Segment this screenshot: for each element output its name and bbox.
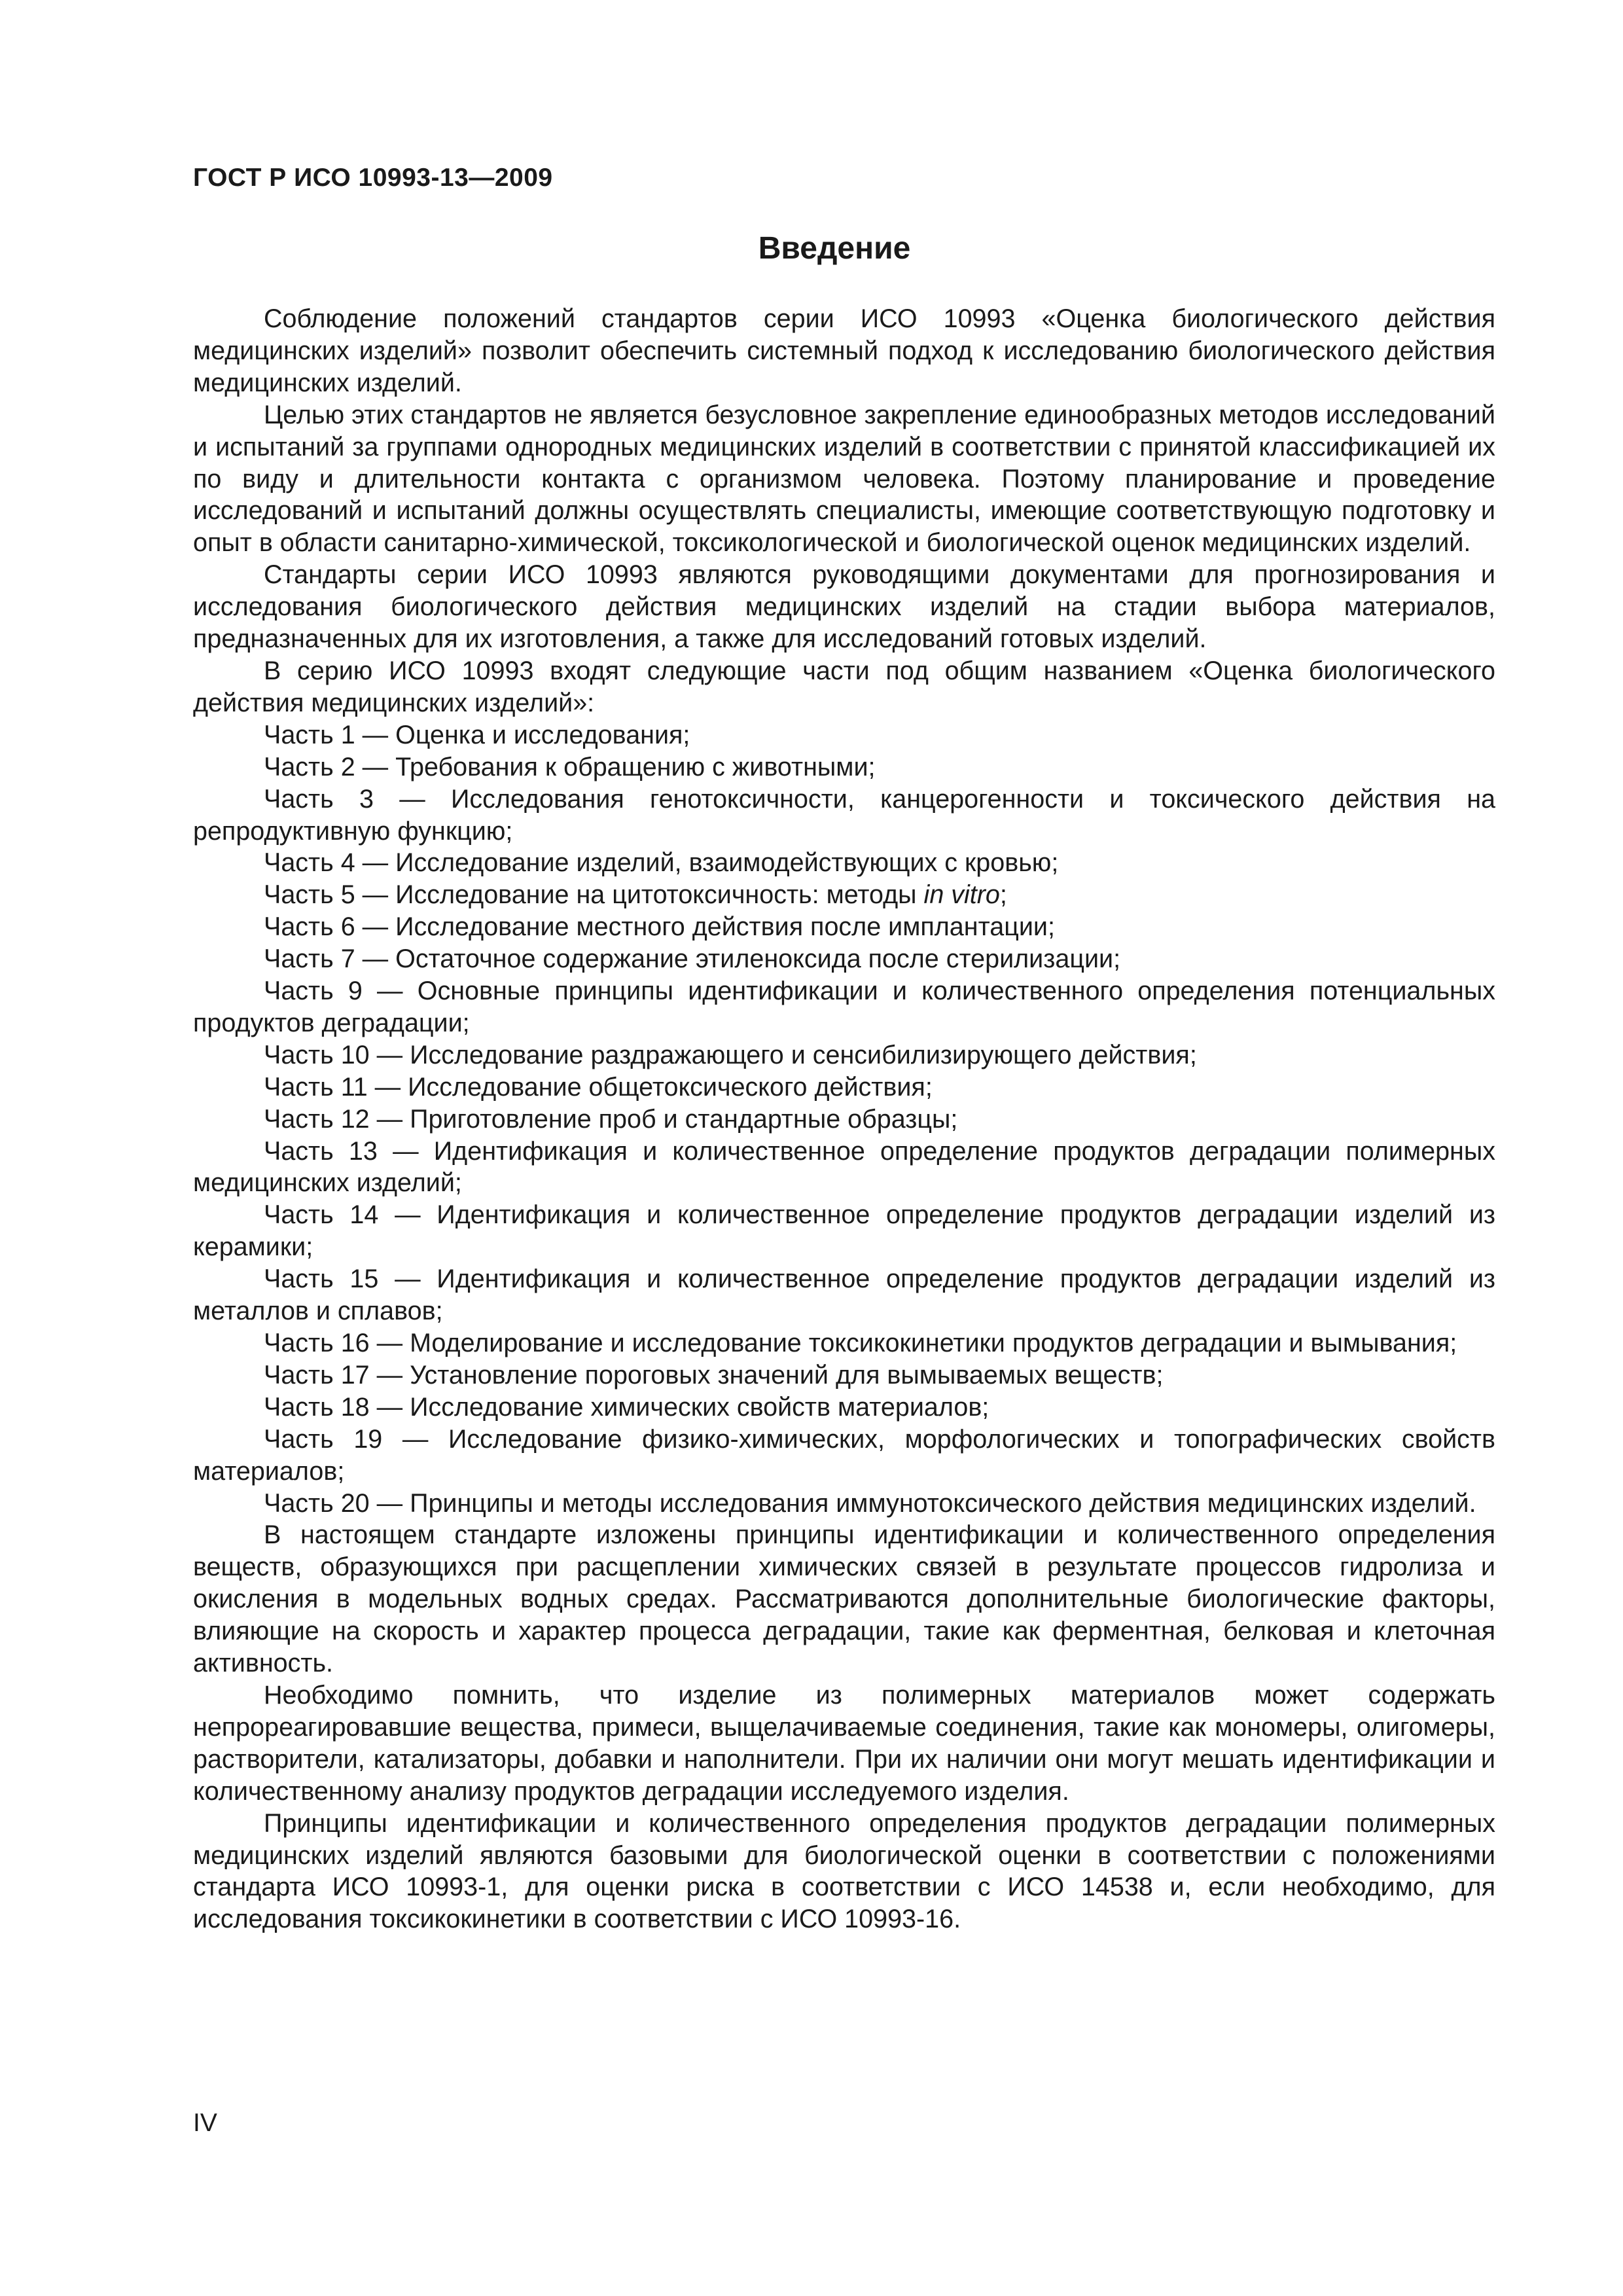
list-item: Часть 18 — Исследование химических свойств материалов;: [264, 1392, 990, 1422]
paragraph: В настоящем стандарте изложены принципы идентификации и количественного определения веществ, образующихся при расщеплении химических связей в результате процессов гидролиза и окисления в модельных водных средах. Рассматриваются дополнительные биологические факторы, влияющие на скорость и характер процесса деградации, такие как ферментная, белковая и клеточная активность.: [193, 1520, 1495, 1678]
list-item: Часть 9 — Основные принципы идентификации и количественного определения потенциальных продуктов деградации;: [193, 977, 1495, 1037]
paragraph: Принципы идентификации и количественного определения продуктов деградации полимерных медицинских изделий являются базовыми для биологической оценки в соответствии с положениями стандарта ИСО 10993-1, для оценки риска в соответствии с ИСО 14538 и, если необходимо, для исследования токсикокинетики в соответствии с ИСО 10993-16.: [193, 1808, 1495, 1934]
list-item: Часть 15 — Идентификация и количественное определение продуктов деградации изделий из металлов и сплавов;: [193, 1265, 1495, 1326]
document-body: [193, 303, 1495, 1935]
list-item: Часть 4 — Исследование изделий, взаимодействующих с кровью;: [264, 848, 1059, 878]
document-code: ГОСТ Р ИСО 10993-13—2009: [193, 164, 553, 192]
list-item: Часть 3 — Исследования генотоксичности, канцерогенности и токсического действия на репродуктивную функцию;: [193, 784, 1495, 846]
list-item: Часть 6 — Исследование местного действия после имплантации;: [264, 912, 1055, 942]
paragraph: Стандарты серии ИСО 10993 являются руководящими документами для прогнозирования и исследования биологического действия медицинских изделий на стадии выбора материалов, предназначенных для их изготовления, а также для исследований готовых изделий.: [193, 560, 1495, 654]
list-item: Часть 11 — Исследование общетоксического действия;: [264, 1072, 933, 1102]
list-item: Часть 12 — Приготовление проб и стандартные образцы;: [264, 1104, 958, 1134]
list-item: Часть 2 — Требования к обращению с животными;: [264, 752, 876, 781]
section-title: Введение: [758, 231, 911, 266]
paragraph: Целью этих стандартов не является безусловное закрепление единообразных методов исследований и испытаний за группами однородных медицинских изделий в соответствии с принятой классификацией их по виду и длительности контакта с организмом человека. Поэтому планирование и проведение исследований и испытаний должны осуществлять специалисты, имеющие соответствующую подготовку и опыт в области санитарно-химической, токсикологической и биологической оценок медицинских изделий.: [193, 400, 1495, 558]
list-item: Часть 17 — Установление пороговых значений для вымываемых веществ;: [264, 1360, 1164, 1390]
paragraph: Необходимо помнить, что изделие из полимерных материалов может содержать непрореагировавшие вещества, примеси, выщелачиваемые соединения, такие как мономеры, олигомеры, растворители, катализаторы, добавки и наполнители. При их наличии они могут мешать идентификации и количественному анализу продуктов деградации исследуемого изделия.: [193, 1680, 1495, 1806]
list-item: Часть 10 — Исследование раздражающего и сенсибилизирующего действия;: [264, 1040, 1197, 1069]
paragraph: В серию ИСО 10993 входят следующие части под общим названием «Оценка биологического действия медицинских изделий»:: [193, 656, 1495, 717]
list-item: Часть 1 — Оценка и исследования;: [264, 720, 690, 749]
list-item: Часть 7 — Остаточное содержание этиленоксида после стерилизации;: [264, 944, 1121, 974]
list-item: Часть 20 — Принципы и методы исследования иммунотоксического действия медицинских изделий.: [264, 1488, 1476, 1518]
paragraph: Соблюдение положений стандартов серии ИСО 10993 «Оценка биологического действия медицинских изделий» позволит обеспечить системный подход к исследованию биологического действия медицинских изделий.: [193, 304, 1495, 397]
list-item: Часть 14 — Идентификация и количественное определение продуктов деградации изделий из керамики;: [193, 1200, 1495, 1262]
list-item: Часть 13 — Идентификация и количественное определение продуктов деградации полимерных медицинских изделий;: [193, 1136, 1495, 1198]
list-item: Часть 16 — Моделирование и исследование токсикокинетики продуктов деградации и вымывания;: [264, 1329, 1457, 1357]
list-item: Часть 5 — Исследование на цитотоксичность: методы in vitro;: [264, 880, 1007, 910]
page-number: IV: [193, 2109, 217, 2137]
list-item: Часть 19 — Исследование физико-химических, морфологических и топографических свойств материалов;: [193, 1424, 1495, 1486]
